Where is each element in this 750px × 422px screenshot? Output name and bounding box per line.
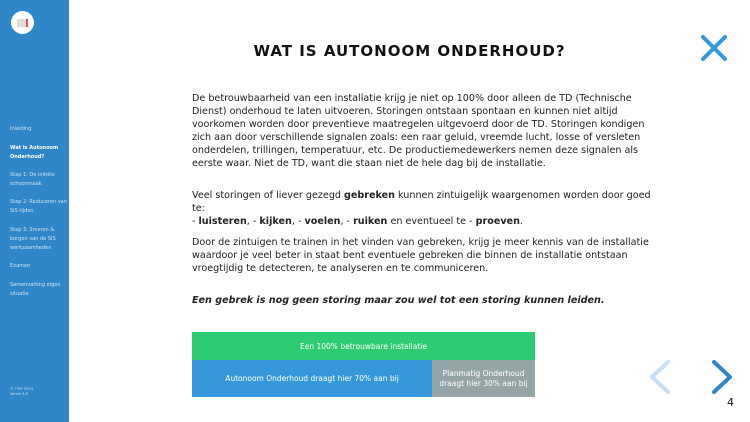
paragraph-intro: De betrouwbaarheid van een installatie krijg je niet op 100% door alleen de TD (Technische Dienst) onderhoud te laten uitvoeren. Storingen ontstaan spontaan en kunnen niet altijd voorkomen worden door preventieve maatregelen uitgevoerd door de TD. Storingen kondigen zich aan door verschillende signalen zoals: een raar geluid, vreemde lucht, losse of versleten onderdelen, trillingen, temperatuur, etc. De productiemedewerkers nemen deze signalen als eerste waar. Niet de TD, want die staan niet de hele dag bij de installatie. [192,93,645,169]
text: kunnen zintuigelijk waargenomen worden door goed te: [192,190,651,214]
logo[interactable] [11,11,34,34]
next-arrow-icon[interactable] [710,358,734,396]
text: Veel storingen of liever gezegd [192,190,345,201]
page-number: 4 [727,396,734,409]
text: proeven [475,216,520,227]
text: en eventueel te - [387,216,476,227]
text: , - [291,216,305,227]
text: ruiken [353,216,388,227]
text: . [519,216,523,227]
logo-icon [17,19,28,27]
sidebar-item-samenvatting[interactable]: Samenvatting eigen situatie [10,282,61,297]
sidebar-footer [10,387,33,397]
diagram-total: Een 100% betrouwbare installatie [192,332,535,360]
sidebar-item-stap-1[interactable]: Stap 1: De initiële schoonmaak [10,172,55,187]
statement: Een gebrek is nog geen storing maar zou wel tot een storing kunnen leiden. [192,295,605,306]
diagram-autonomous: Autonoom Onderhoud draagt hier 70% aan bij [192,360,432,397]
text: , - [246,216,260,227]
version: Versie 4.8 [10,392,28,396]
text: kijken [259,216,292,227]
previous-arrow-icon[interactable] [648,358,672,396]
text: , - [340,216,354,227]
text: luisteren [198,216,247,227]
maintenance-diagram [192,332,535,397]
text: voelen [304,216,341,227]
copyright: © TPM TECH [10,387,34,391]
sidebar [0,0,69,422]
text: - [192,216,199,227]
page-title: WAT IS AUTONOOM ONDERHOUD? [253,42,566,60]
text: gebreken [344,190,395,201]
diagram-planned: Planmatig Onderhoud draagt hier 30% aan bij [432,360,535,397]
sidebar-item-stap-2[interactable]: Stap 2: Reduceren van SIS tijden [10,199,67,214]
paragraph-senses [192,189,652,228]
sidebar-item-inleiding[interactable]: Inleiding [10,126,32,132]
sidebar-item-stap-3[interactable]: Stap 3: Smeren & borgen van de SIS werkzaamheden [10,227,56,251]
sidebar-item-wat-is-autonoom-onderhoud[interactable]: Wat is Autonoom Onderhoud? [10,145,59,160]
paragraph-training: Door de zintuigen te trainen in het vinden van gebreken, krijg je meer kennis van de installatie waardoor je veel beter in staat bent eventuele gebreken die binnen de installatie ontstaan vroegtijdig te detecteren, te analyseren en te communiceren. [192,237,649,274]
sidebar-item-examen[interactable]: Examen [10,263,31,269]
close-icon[interactable] [700,34,728,62]
